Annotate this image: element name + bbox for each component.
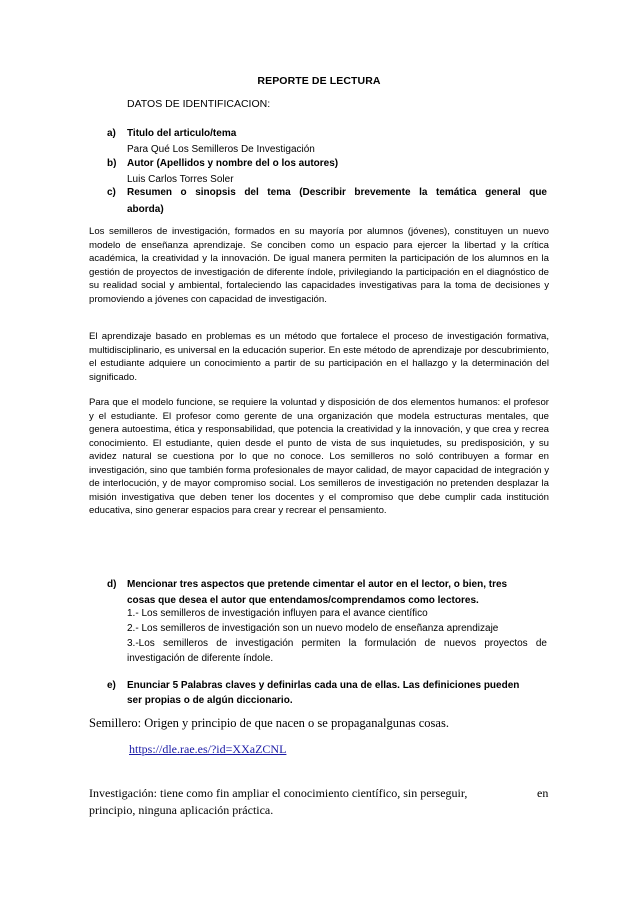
item-e-label-line2: ser propias o de algún diccionario.	[127, 695, 293, 706]
definition-source-link[interactable]: https://dle.rae.es/?id=XXaZCNL	[129, 742, 287, 756]
definition-investigacion-line1: Investigación: tiene como fin ampliar el conocimiento científico, sin perseguir,	[89, 786, 468, 800]
item-b-marker: b)	[107, 158, 117, 169]
item-a-marker: a)	[107, 128, 116, 139]
definition-investigacion-en: en	[537, 786, 549, 800]
article-title-value: Para Qué Los Semilleros De Investigación	[127, 144, 315, 155]
aspect-point-2: 2.- Los semilleros de investigación son un nuevo modelo de enseñanza aprendizaje	[127, 623, 499, 634]
item-e-marker: e)	[107, 680, 116, 691]
item-c-label-line2: aborda)	[127, 204, 164, 215]
report-title: REPORTE DE LECTURA	[257, 75, 381, 87]
item-d-label-line1: Mencionar tres aspectos que pretende cimentar el autor en el lector, o bien, tres	[127, 579, 508, 590]
author-value: Luis Carlos Torres Soler	[127, 174, 234, 185]
definition-investigacion-line2: principio, ninguna aplicación práctica.	[89, 803, 274, 817]
aspect-point-3: 3.-Los semilleros de investigación permiten la formulación de nuevos proyectos de	[127, 638, 547, 649]
summary-paragraph-2: El aprendizaje basado en problemas es un método que fortalece el proceso de investigación formativa, multidisciplinario, es universal en la educación superior. En este método de aprendizaje por descubrimiento, el estudiante adquiere un conocimiento a partir de su participación en el hallazgo y la determinación del significado.	[89, 331, 549, 383]
definition-semillero: Semillero: Origen y principio de que nacen o se propaganalgunas cosas.	[89, 716, 449, 730]
item-d-label-line2: cosas que desea el autor que entendamos/comprendamos como lectores.	[127, 595, 479, 606]
item-d-marker: d)	[107, 579, 117, 590]
item-c-marker: c)	[107, 187, 116, 198]
aspect-point-3-continued: investigación de diferente índole.	[127, 653, 274, 664]
item-b-label: Autor (Apellidos y nombre del o los autores)	[127, 158, 339, 169]
summary-paragraph-1: Los semilleros de investigación, formados en su mayoría por alumnos (jóvenes), constituyen un nuevo modelo de enseñanza aprendizaje. Se conciben como un espacio para ejercer la libertad y la crítica académica, la creatividad y la innovación. De igual manera permiten la participación de los alumnos en la gestión de proyectos de investigación de diferente índole, privilegiando la participación en el diagnóstico de su realidad social y ambiental, fortaleciendo las capacidades investigativas para la toma de decisiones y promoviendo a jóvenes con capacidad de investigación.	[89, 226, 549, 305]
item-e-label-line1: Enunciar 5 Palabras claves y definirlas cada una de ellas. Las definiciones pueden	[127, 680, 520, 691]
identification-heading: DATOS DE IDENTIFICACION:	[127, 98, 271, 110]
item-a-label: Titulo del articulo/tema	[127, 128, 237, 139]
item-c-label-line1: Resumen o sinopsis del tema (Describir brevemente la temática general que	[127, 187, 547, 198]
aspect-point-1: 1.- Los semilleros de investigación influyen para el avance científico	[127, 608, 428, 619]
summary-paragraph-3: Para que el modelo funcione, se requiere la voluntad y disposición de dos elementos humanos: el profesor y el estudiante. El profesor como gerente de una organización que modela estructuras mentales, que genera autoestima, ética y responsabilidad, que potencia la creatividad y la innovación, y que crea y recrea conocimiento. El estudiante, quien desde el punto de vista de sus inquietudes, su predisposición, y su avidez natural se cuestiona por lo que no conoce. Los semilleros no soló contribuyen a formar en investigación, sino que también forma profesionales de mayor calidad, de mayor capacidad de integración y de interlocución, y de mayor compromiso social. Los semilleros de investigación no pretenden desplazar la misión investigativa que deben tener los docentes y el compromiso que debe cumplir cada institución educativa, sino generar espacios para crear y recrear el pensamiento.	[89, 397, 549, 516]
